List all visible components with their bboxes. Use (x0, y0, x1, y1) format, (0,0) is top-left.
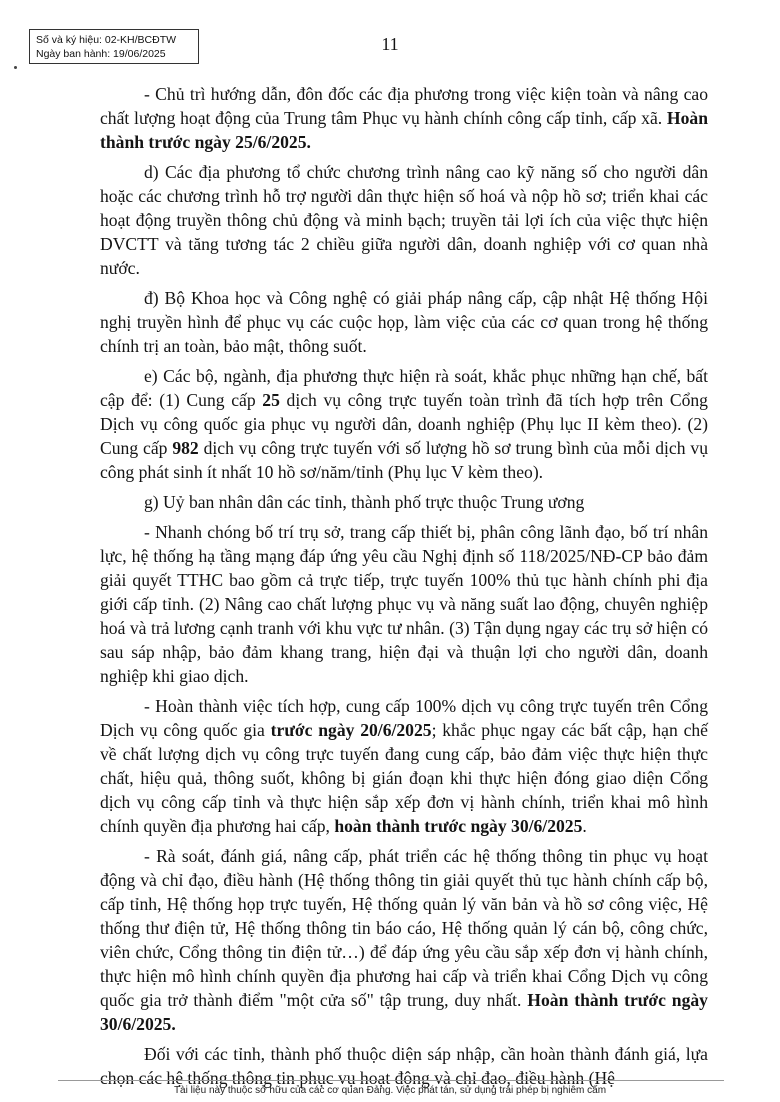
document-number: Số và ký hiệu: 02-KH/BCĐTW (36, 34, 177, 46)
paragraph (100, 1042, 708, 1090)
paragraph (100, 160, 708, 280)
text-run: đ) Bộ Khoa học và Công nghệ có giải pháp nâng cấp, cập nhật Hệ thống Hội nghị truyền hình để phục vụ các cuộc họp, làm việc của các cơ quan trong hệ thống chính trị an toàn, bảo mật, thông suốt. (100, 288, 708, 356)
paragraph (100, 694, 708, 838)
text-run: e) Các bộ, ngành, địa phương thực hiện rà soát, khắc phục những hạn chế, bất cập để: (1) Cung cấp (100, 366, 708, 410)
text-run: - Rà soát, đánh giá, nâng cấp, phát triển các hệ thống thông tin phục vụ hoạt động và chỉ đạo, điều hành (Hệ thống thông tin giải quyết thủ tục hành chính cấp bộ, cấp tỉnh, Hệ thống họp trực tuyến, Hệ thống quản lý văn bản và hồ sơ công việc, Hệ thống thư điện tử, Hệ thống thông tin báo cáo, Hệ thống quản lý cán bộ, công chức, viên chức, Cổng thông tin điện tử…) để đáp ứng yêu cầu sắp xếp đơn vị hành chính, thực hiện mô hình chính quyền địa phương hai cấp và triển khai Cổng Dịch vụ công quốc gia trở thành điểm "một cửa số" tập trung, duy nhất. (100, 846, 708, 1010)
text-run: g) Uỷ ban nhân dân các tỉnh, thành phố trực thuộc Trung ương (144, 492, 585, 512)
text-run: dịch vụ công trực tuyến toàn trình đã tích hợp trên Cổng Dịch vụ công quốc gia phục vụ người dân, doanh nghiệp (Phụ lục II kèm theo). (2) Cung cấp (100, 390, 708, 458)
text-run: . (582, 816, 587, 836)
paragraph (100, 286, 708, 358)
text-run: - Chủ trì hướng dẫn, đôn đốc các địa phương trong việc kiện toàn và nâng cao chất lượng hoạt động của Trung tâm Phục vụ hành chính công cấp tỉnh, cấp xã. (100, 84, 708, 128)
scan-speck (14, 66, 17, 69)
text-run: dịch vụ công trực tuyến với số lượng hồ sơ trung bình của mỗi dịch vụ công phát sinh ít nhất 10 hồ sơ/năm/tỉnh (Phụ lục V kèm theo). (100, 438, 709, 482)
footer-divider (58, 1080, 724, 1081)
bold-text: hoàn thành trước ngày 30/6/2025 (334, 816, 583, 836)
page-number: 11 (381, 34, 399, 54)
text-run: - Hoàn thành việc tích hợp, cung cấp 100% dịch vụ công trực tuyến trên Cổng Dịch vụ công quốc gia (100, 696, 708, 740)
paragraph (100, 520, 708, 688)
issue-date: Ngày ban hành: 19/06/2025 (36, 48, 166, 60)
bold-text: Hoàn thành trước ngày 25/6/2025. (100, 108, 708, 152)
paragraph (100, 364, 708, 484)
bold-text: 982 (172, 438, 199, 458)
text-run: Đối với các tỉnh, thành phố thuộc diện sáp nhập, cần hoàn thành đánh giá, lựa chọn các hệ thống thông tin phục vụ hoạt động và chỉ đạo, điều hành (Hệ (100, 1044, 708, 1088)
bold-text: Hoàn thành trước ngày 30/6/2025. (100, 990, 708, 1034)
bold-text: trước ngày 20/6/2025 (270, 720, 432, 740)
text-run: - Nhanh chóng bố trí trụ sở, trang cấp thiết bị, phân công lãnh đạo, bố trí nhân lực, hệ thống hạ tầng mạng đáp ứng yêu cầu Nghị định số 118/2025/NĐ-CP bảo đảm giải quyết TTHC bao gồm cả trực tiếp, trực tuyến 100% thủ tục hành chính phi địa giới cấp tỉnh. (2) Nâng cao chất lượng phục vụ và năng suất lao động, chuyên nghiệp hoá và trả lương cạnh tranh với khu vực tư nhân. (3) Tận dụng ngay các trụ sở hiện có sau sáp nhập, bảo đảm khang trang, hiện đại và thuận lợi cho người dân, doanh nghiệp khi giao dịch. (100, 522, 708, 686)
paragraph (100, 844, 708, 1036)
bold-text: 25 (262, 390, 280, 410)
footer-notice: Tài liệu này thuộc sở hữu của các cơ quan Đảng. Việc phát tán, sử dụng trái phép bị nghiêm cấm (173, 1085, 607, 1096)
text-run: ; khắc phục ngay các bất cập, hạn chế về chất lượng dịch vụ công trực tuyến đang cung cấp, bảo đảm việc thực hiện thực chất, hiệu quả, thông suốt, không bị gián đoạn khi thực hiện đóng giao diện Cổng dịch vụ công cấp tỉnh và thực hiện sắp xếp đơn vị hành chính, triển khai mô hình chính quyền địa phương hai cấp, (100, 720, 708, 836)
paragraph (100, 490, 708, 514)
text-run: d) Các địa phương tổ chức chương trình nâng cao kỹ năng số cho người dân hoặc các chương trình hỗ trợ người dân thực hiện số hoá và nộp hồ sơ; triển khai các hoạt động truyền thông chủ động và minh bạch; truyền tải lợi ích của việc thực hiện DVCTT và tăng tương tác 2 chiều giữa người dân, doanh nghiệp với cơ quan nhà nước. (100, 162, 708, 278)
document-body (100, 82, 708, 1096)
paragraph (100, 82, 708, 154)
